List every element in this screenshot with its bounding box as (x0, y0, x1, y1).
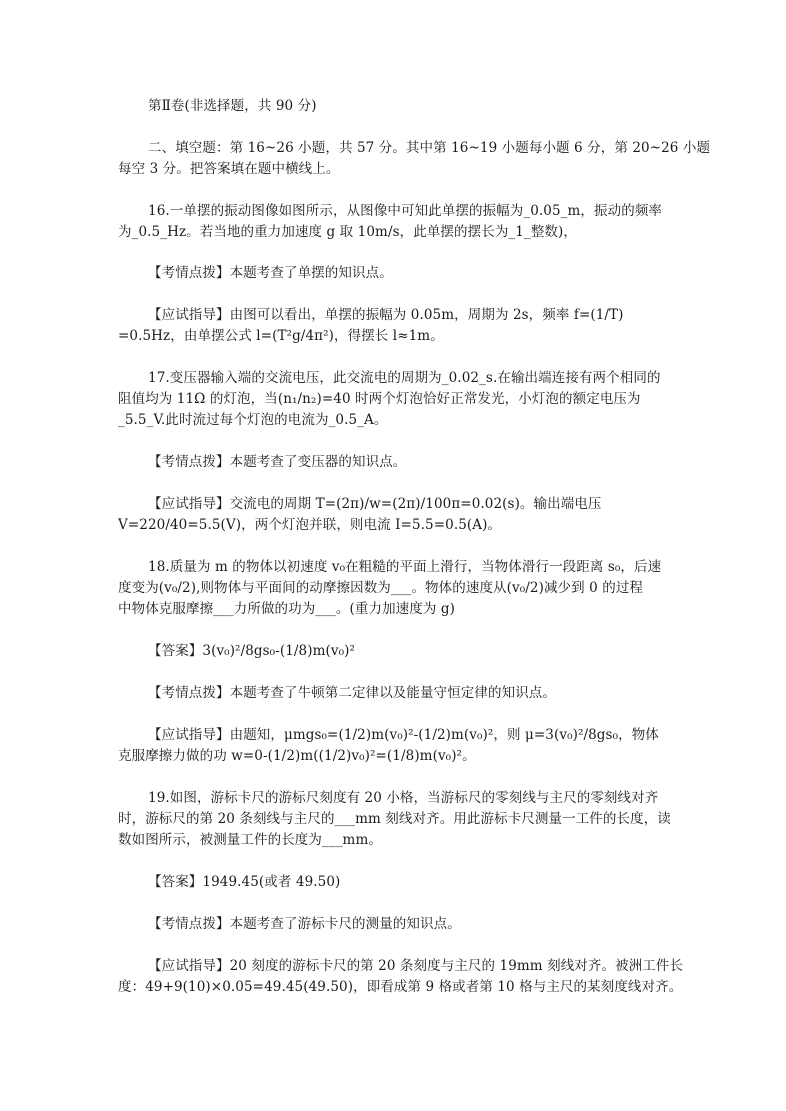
q16-exam-point: 【考情点拨】本题考查了单摆的知识点。 (148, 265, 393, 281)
q19-answer: 【答案】1949.45(或者 49.50) (148, 874, 341, 890)
instructions-line-2: 每空 3 分。把答案填在题中横线上。 (118, 161, 340, 177)
q18-question-line-2: 度变为(v₀/2),则物体与平面间的动摩擦因数为___。物体的速度从(v₀/2)减少到 0 的过程 (118, 580, 644, 596)
q19-guidance-line-1: 【应试指导】20 刻度的游标卡尺的第 20 条刻度与主尺的 19mm 刻线对齐。被洲工件长 (148, 958, 684, 974)
q17-exam-point: 【考情点拨】本题考查了变压器的知识点。 (148, 454, 407, 470)
q18-guidance-line-1: 【应试指导】由题知，μmgs₀=(1/2)m(v₀)²-(1/2)m(v₀)²，则 μ=3(v₀)²/8gs₀，物体 (148, 727, 659, 743)
q17-question-line-3: _5.5_V.此时流过每个灯泡的电流为_0.5_A。 (118, 412, 388, 428)
q16-question-line-1: 16.一单摆的振动图像如图所示，从图像中可知此单摆的振幅为_0.05_m，振动的频率 (148, 203, 663, 219)
q19-guidance-line-2: 度：49+9(10)×0.05=49.45(49.50)，即看成第 9 格或者第 10 格与主尺的某刻度线对齐。 (118, 979, 683, 995)
q17-question-line-2: 阻值均为 11Ω 的灯泡，当(n₁/n₂)=40 时两个灯泡恰好正常发光，小灯泡的额定电压为 (118, 391, 641, 407)
q16-question-line-2: 为_0.5_Hz。若当地的重力加速度 g 取 10m/s，此单摆的摆长为_1_整数)， (118, 224, 577, 240)
q19-question-line-2: 时，游标尺的第 20 条刻线与主尺的___mm 刻线对齐。用此游标卡尺测量一工件的长度，读 (118, 811, 671, 827)
q18-guidance-line-2: 克服摩擦力做的功 w=0-(1/2)m((1/2)v₀)²=(1/8)m(v₀)²。 (118, 748, 476, 764)
q19-question-line-3: 数如图所示，被测量工件的长度为___mm。 (118, 832, 382, 848)
q19-exam-point: 【考情点拨】本题考查了游标卡尺的测量的知识点。 (148, 916, 461, 932)
q16-guidance-line-2: =0.5Hz，由单摆公式 l=(T²g/4π²)，得摆长 l≈1m。 (118, 328, 444, 344)
q18-question-line-3: 中物体克服摩擦___力所做的功为___。(重力加速度为 g) (118, 601, 455, 617)
instructions-line-1: 二、填空题：第 16~26 小题，共 57 分。其中第 16~19 小题每小题 6 分，第 20~26 小题 (148, 140, 711, 156)
q18-question-line-1: 18.质量为 m 的物体以初速度 v₀在粗糙的平面上滑行，当物体滑行一段距离 s₀，后速 (148, 559, 662, 575)
q19-question-line-1: 19.如图，游标卡尺的游标尺刻度有 20 小格，当游标尺的零刻线与主尺的零刻线对齐 (148, 790, 659, 806)
q17-question-line-1: 17.变压器输入端的交流电压，此交流电的周期为_0.02_s.在输出端连接有两个相同的 (148, 370, 661, 386)
q18-exam-point: 【考情点拨】本题考查了牛顿第二定律以及能量守恒定律的知识点。 (148, 685, 556, 701)
q16-guidance-line-1: 【应试指导】由图可以看出，单摆的振幅为 0.05m，周期为 2s，频率 f=(1/T) (148, 307, 624, 323)
q17-guidance-line-2: V=220/40=5.5(V)，两个灯泡并联，则电流 I=5.5=0.5(A)。 (118, 517, 502, 533)
q17-guidance-line-1: 【应试指导】交流电的周期 T=(2π)/w=(2π)/100π=0.02(s)。输出端电压 (148, 496, 602, 512)
q18-answer: 【答案】3(v₀)²/8gs₀-(1/8)m(v₀)² (148, 643, 355, 659)
section-title: 第Ⅱ卷(非选择题，共 90 分) (148, 98, 317, 114)
